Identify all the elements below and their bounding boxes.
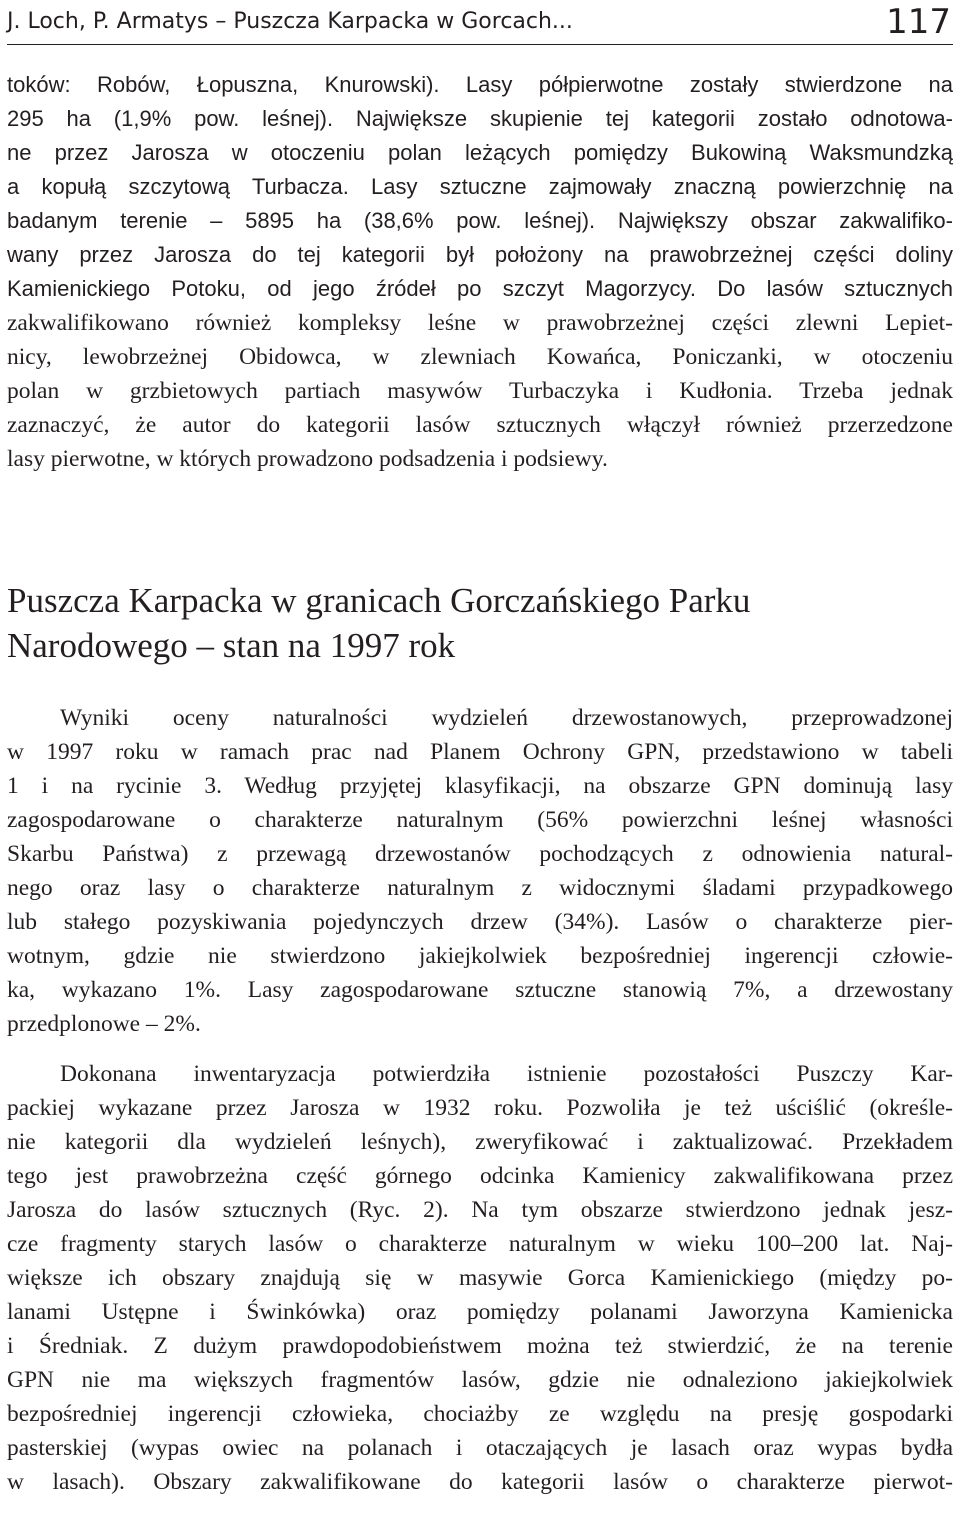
text-line: toków: Robów, Łopuszna, Knurowski). Lasy półpierwotne zostały stwierdzone na xyxy=(7,72,953,97)
running-header xyxy=(7,0,953,45)
section-heading xyxy=(7,578,953,668)
text-line: lub stałego pozyskiwania pojedynczych drzew (34%). Lasów o charakterze pier- xyxy=(7,909,953,935)
text-line: polan w grzbietowych partiach masywów Turbaczyka i Kudłonia. Trzeba jednak xyxy=(7,378,953,404)
text-line: Skarbu Państwa) z przewagą drzewostanów pochodzących z odnowienia natural- xyxy=(7,841,953,867)
text-line: Wyniki oceny naturalności wydzieleń drzewostanowych, przeprowadzonej xyxy=(60,705,953,731)
section-heading-line: Puszcza Karpacka w granicach Gorczańskiego Parku xyxy=(7,581,751,620)
section-heading-line: Narodowego – stan na 1997 rok xyxy=(7,626,456,665)
text-line: i Średniak. Z dużym prawdopodobieństwem można też stwierdzić, że na terenie xyxy=(7,1333,953,1359)
text-line: Dokonana inwentaryzacja potwierdziła istnienie pozostałości Puszczy Kar- xyxy=(60,1061,953,1087)
text-line: cze fragmenty starych lasów o charakterze naturalnym w wieku 100–200 lat. Naj- xyxy=(7,1231,953,1257)
text-line: wany przez Jarosza do tej kategorii był położony na prawobrzeżnej części doliny xyxy=(7,242,953,267)
text-line: ka, wykazano 1%. Lasy zagospodarowane sztuczne stanowią 7%, a drzewostany xyxy=(7,977,953,1003)
paragraph-1 xyxy=(7,68,953,476)
text-line: lasy pierwotne, w których prowadzono podsadzenia i podsiewy. xyxy=(7,446,608,472)
text-line: packiej wykazane przez Jarosza w 1932 roku. Pozwoliła je też uściślić (określe- xyxy=(7,1095,953,1121)
text-line: tego jest prawobrzeżna część górnego odcinka Kamienicy zakwalifikowana przez xyxy=(7,1163,953,1189)
page-number: 117 xyxy=(886,2,951,42)
text-line: badanym terenie – 5895 ha (38,6% pow. leśnej). Największy obszar zakwalifiko- xyxy=(7,208,953,233)
text-line: zakwalifikowano również kompleksy leśne w prawobrzeżnej części zlewni Lepiet- xyxy=(7,310,953,336)
text-line: bezpośredniej ingerencji człowieka, chociażby ze względu na presję gospodarki xyxy=(7,1401,953,1427)
running-title: J. Loch, P. Armatys – Puszcza Karpacka w Gorcach... xyxy=(7,9,573,34)
text-line: Kamienickiego Potoku, od jego źródeł po szczyt Magorzycy. Do lasów sztucznych xyxy=(7,276,953,301)
text-line: pasterskiej (wypas owiec na polanach i otaczających je lasach oraz wypas bydła xyxy=(7,1435,953,1461)
text-line: w lasach). Obszary zakwalifikowane do kategorii lasów o charakterze pierwot- xyxy=(7,1469,953,1495)
text-line: zaznaczyć, że autor do kategorii lasów sztucznych włączył również przerzedzone xyxy=(7,412,953,438)
text-line: nie kategorii dla wydzieleń leśnych), zweryfikować i zaktualizować. Przekładem xyxy=(7,1129,953,1155)
text-line: GPN nie ma większych fragmentów lasów, gdzie nie odnaleziono jakiejkolwiek xyxy=(7,1367,953,1393)
text-line: większe ich obszary znajdują się w masywie Gorca Kamienickiego (między po- xyxy=(7,1265,953,1291)
text-line: wotnym, gdzie nie stwierdzono jakiejkolwiek bezpośredniej ingerencji człowie- xyxy=(7,943,953,969)
text-line: ne przez Jarosza w otoczeniu polan leżących pomiędzy Bukowiną Waksmundzką xyxy=(7,140,953,165)
text-line: 295 ha (1,9% pow. leśnej). Największe skupienie tej kategorii zostało odnotowa- xyxy=(7,106,953,131)
paragraph-3 xyxy=(7,1057,953,1499)
text-line: a kopułą szczytową Turbacza. Lasy sztuczne zajmowały znaczną powierzchnię na xyxy=(7,174,953,199)
text-line: w 1997 roku w ramach prac nad Planem Ochrony GPN, przedstawiono w tabeli xyxy=(7,739,953,765)
text-line: nicy, lewobrzeżnej Obidowca, w zlewniach Kowańca, Poniczanki, w otoczeniu xyxy=(7,344,953,370)
paragraph-2 xyxy=(7,701,953,1041)
text-line: lanami Ustępne i Świnkówka) oraz pomiędzy polanami Jaworzyna Kamienicka xyxy=(7,1299,953,1325)
text-line: nego oraz lasy o charakterze naturalnym z widocznymi śladami przypadkowego xyxy=(7,875,953,901)
text-line: Jarosza do lasów sztucznych (Ryc. 2). Na tym obszarze stwierdzono jednak jesz- xyxy=(7,1197,953,1223)
text-line: 1 i na rycinie 3. Według przyjętej klasyfikacji, na obszarze GPN dominują lasy xyxy=(7,773,953,799)
text-line: przedplonowe – 2%. xyxy=(7,1011,201,1037)
text-line: zagospodarowane o charakterze naturalnym (56% powierzchni leśnej własności xyxy=(7,807,953,833)
